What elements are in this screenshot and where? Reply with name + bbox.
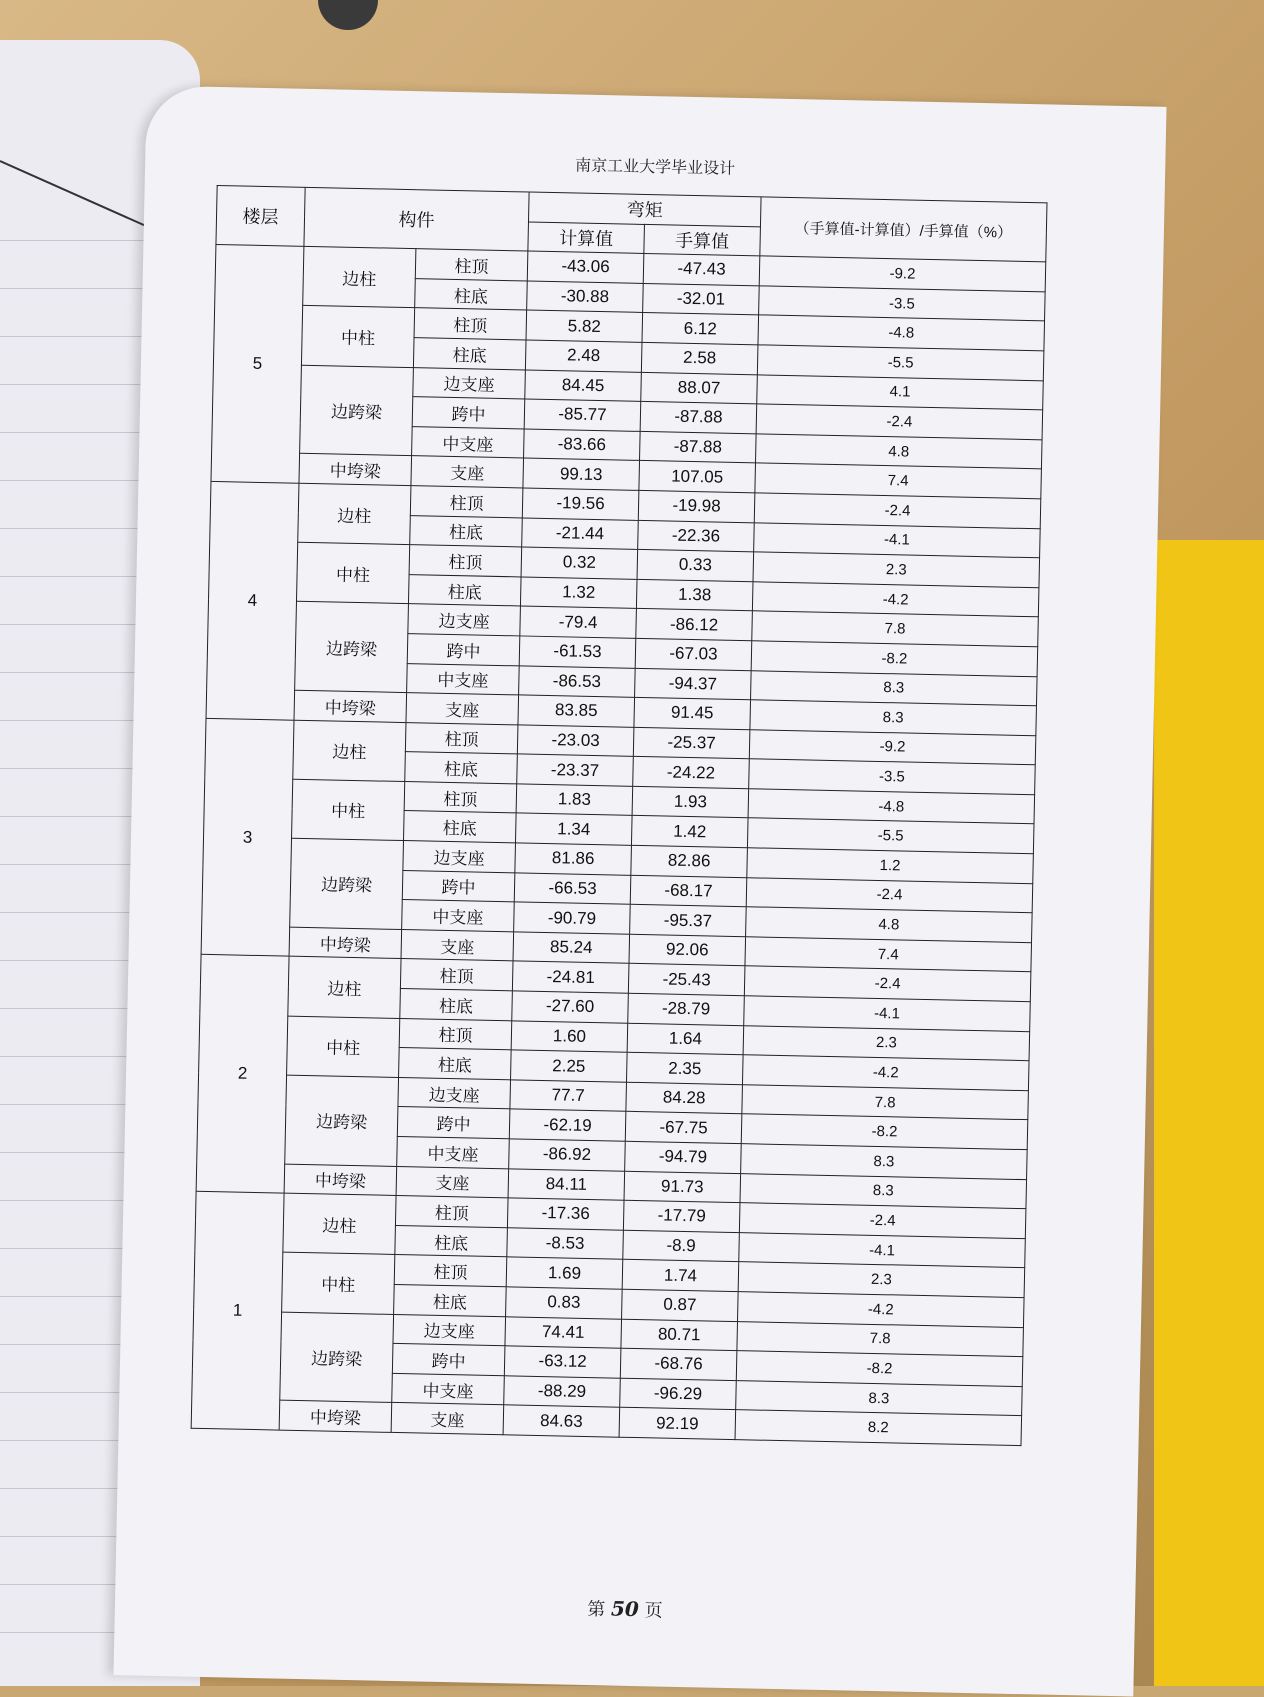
position-cell: 支座 (406, 693, 519, 725)
left-page-rule-line (0, 336, 160, 337)
member-cell: 边柱 (298, 483, 411, 545)
left-page-rule-line (0, 240, 160, 241)
floor-cell: 4 (206, 481, 299, 720)
computed-value-cell: 5.82 (526, 310, 643, 342)
manual-value-cell: -86.12 (636, 609, 753, 641)
manual-value-cell: 1.38 (636, 579, 753, 611)
position-cell: 柱底 (410, 515, 523, 547)
manual-value-cell: 2.35 (626, 1052, 743, 1084)
manual-value-cell: 6.12 (642, 313, 759, 345)
diff-percent-cell: -8.2 (741, 1114, 1028, 1150)
left-page-rule-line (0, 480, 160, 481)
position-cell: 柱顶 (400, 959, 513, 991)
manual-value-cell: 1.93 (632, 786, 749, 818)
header-moment: 弯矩 (528, 192, 761, 226)
manual-value-cell: -68.17 (630, 875, 747, 907)
position-cell: 支座 (401, 929, 514, 961)
position-cell: 中支座 (392, 1373, 505, 1405)
diff-percent-cell: 8.3 (740, 1173, 1027, 1209)
computed-value-cell: -85.77 (524, 399, 641, 431)
computed-value-cell: 0.83 (506, 1287, 623, 1319)
computed-value-cell: 1.60 (511, 1020, 628, 1052)
diff-percent-cell: -8.2 (751, 641, 1038, 677)
manual-value-cell: -94.37 (635, 668, 752, 700)
computed-value-cell: 0.32 (521, 547, 638, 579)
manual-value-cell: 2.58 (641, 342, 758, 374)
computed-value-cell: 77.7 (510, 1080, 627, 1112)
manual-value-cell: 1.74 (622, 1260, 739, 1292)
position-cell: 柱底 (404, 811, 517, 843)
manual-value-cell: -67.03 (635, 638, 752, 670)
manual-value-cell: -94.79 (625, 1141, 742, 1173)
member-cell: 边跨梁 (295, 602, 409, 693)
manual-value-cell: -17.79 (623, 1200, 740, 1232)
floor-cell: 1 (191, 1191, 284, 1430)
diff-percent-cell: 7.8 (742, 1085, 1029, 1121)
computed-value-cell: -79.4 (520, 606, 637, 638)
manual-value-cell: -28.79 (628, 993, 745, 1025)
computed-value-cell: 84.11 (508, 1168, 625, 1200)
manual-value-cell: 0.87 (622, 1289, 739, 1321)
member-cell: 中垮梁 (299, 454, 412, 486)
computed-value-cell: -83.66 (524, 429, 641, 461)
position-cell: 跨中 (412, 397, 525, 429)
diff-percent-cell: 8.3 (741, 1144, 1028, 1180)
member-cell: 中柱 (282, 1252, 395, 1314)
position-cell: 支座 (391, 1403, 504, 1435)
manual-value-cell: -22.36 (638, 520, 755, 552)
computed-value-cell: -8.53 (507, 1228, 624, 1260)
moment-comparison-table (191, 185, 1048, 1446)
position-cell: 柱顶 (409, 545, 522, 577)
computed-value-cell: -27.60 (512, 991, 629, 1023)
position-cell: 柱顶 (394, 1255, 507, 1287)
computed-value-cell: 1.32 (520, 577, 637, 609)
computed-value-cell: 74.41 (505, 1316, 622, 1348)
footer-prefix: 第 (587, 1599, 606, 1621)
yellow-folder (1154, 540, 1264, 1686)
manual-value-cell: 1.42 (631, 816, 748, 848)
position-cell: 柱底 (395, 1225, 508, 1257)
diff-percent-cell: 4.8 (746, 907, 1033, 943)
position-cell: 柱底 (400, 989, 513, 1021)
header-computed: 计算值 (528, 222, 645, 254)
diff-percent-cell: -2.4 (744, 966, 1031, 1002)
position-cell: 跨中 (397, 1107, 510, 1139)
position-cell: 边支座 (403, 841, 516, 873)
manual-value-cell: -47.43 (643, 254, 760, 286)
manual-value-cell: -19.98 (638, 490, 755, 522)
header-manual: 手算值 (644, 224, 761, 256)
table-body (191, 245, 1046, 1446)
manual-value-cell: -87.88 (640, 431, 757, 463)
computed-value-cell: 1.83 (516, 784, 633, 816)
diff-percent-cell: -4.8 (748, 789, 1035, 825)
computed-value-cell: 81.86 (515, 843, 632, 875)
member-cell: 中垮梁 (294, 690, 407, 722)
member-cell: 中柱 (301, 306, 414, 368)
diff-percent-cell: 4.8 (755, 434, 1042, 470)
manual-value-cell: -67.75 (625, 1112, 742, 1144)
computed-value-cell: -88.29 (504, 1376, 621, 1408)
position-cell: 柱顶 (410, 486, 523, 518)
position-cell: 柱顶 (414, 308, 527, 340)
member-cell: 边跨梁 (300, 365, 414, 456)
position-cell: 中支座 (407, 663, 520, 695)
manual-value-cell: 91.73 (624, 1171, 741, 1203)
position-cell: 柱底 (394, 1284, 507, 1316)
position-cell: 柱底 (415, 278, 528, 310)
header-diff: （手算值-计算值）/手算值（%） (760, 197, 1047, 262)
manual-value-cell: 92.19 (619, 1408, 736, 1440)
diff-percent-cell: -3.5 (749, 759, 1036, 795)
position-cell: 边支座 (398, 1077, 511, 1109)
manual-value-cell: 80.71 (621, 1319, 738, 1351)
page-header: 南京工业大学毕业设计 (574, 155, 736, 178)
page-footer (115, 1585, 1135, 1632)
position-cell: 柱底 (408, 574, 521, 606)
member-cell: 边跨梁 (285, 1075, 399, 1166)
diff-percent-cell: -4.2 (738, 1292, 1025, 1328)
left-page-pen-line (0, 160, 156, 231)
diff-percent-cell: -9.2 (749, 729, 1036, 765)
computed-value-cell: 84.45 (525, 370, 642, 402)
diff-percent-cell: 8.2 (735, 1410, 1022, 1446)
computed-value-cell: -17.36 (507, 1198, 624, 1230)
diff-percent-cell: -2.4 (754, 493, 1041, 529)
computed-value-cell: -30.88 (527, 281, 644, 313)
manual-value-cell: 92.06 (629, 934, 746, 966)
page-number: 50 (610, 1596, 640, 1622)
position-cell: 柱顶 (405, 722, 518, 754)
header-member: 构件 (304, 187, 529, 251)
diff-percent-cell: 8.3 (751, 670, 1038, 706)
diff-percent-cell: -4.1 (739, 1232, 1026, 1268)
diff-percent-cell: 2.3 (738, 1262, 1025, 1298)
member-cell: 边跨梁 (290, 838, 404, 929)
manual-value-cell: 91.45 (634, 697, 751, 729)
position-cell: 中支座 (397, 1136, 510, 1168)
diff-percent-cell: -2.4 (756, 404, 1043, 440)
position-cell: 支座 (411, 456, 524, 488)
member-cell: 中柱 (287, 1016, 400, 1078)
computed-value-cell: -61.53 (519, 636, 636, 668)
computed-value-cell: -66.53 (514, 873, 631, 905)
diff-percent-cell: 4.1 (757, 374, 1044, 410)
position-cell: 柱顶 (395, 1196, 508, 1228)
computed-value-cell: -90.79 (514, 902, 631, 934)
position-cell: 跨中 (407, 633, 520, 665)
member-cell: 边柱 (283, 1193, 396, 1255)
manual-value-cell: 107.05 (639, 461, 756, 493)
manual-value-cell: -24.22 (633, 757, 750, 789)
diff-percent-cell: -2.4 (739, 1203, 1026, 1239)
diff-percent-cell: -2.4 (746, 877, 1033, 913)
manual-value-cell: -8.9 (623, 1230, 740, 1262)
diff-percent-cell: -4.1 (744, 996, 1031, 1032)
position-cell: 支座 (396, 1166, 509, 1198)
member-cell: 边柱 (288, 957, 401, 1019)
position-cell: 跨中 (392, 1344, 505, 1376)
diff-percent-cell: -4.2 (742, 1055, 1029, 1091)
computed-value-cell: -24.81 (512, 961, 629, 993)
position-cell: 边支座 (408, 604, 521, 636)
position-cell: 中支座 (402, 900, 515, 932)
manual-value-cell: -25.43 (628, 964, 745, 996)
position-cell: 柱顶 (404, 781, 517, 813)
manual-value-cell: -68.76 (620, 1348, 737, 1380)
computed-value-cell: 2.25 (511, 1050, 628, 1082)
diff-percent-cell: -8.2 (736, 1351, 1023, 1387)
diff-percent-cell: 7.4 (755, 463, 1042, 499)
diff-percent-cell: -4.8 (758, 315, 1045, 351)
left-page-rule-line (0, 288, 160, 289)
position-cell: 跨中 (402, 870, 515, 902)
header-floor: 楼层 (216, 185, 305, 246)
manual-value-cell: 0.33 (637, 550, 754, 582)
manual-value-cell: 82.86 (631, 845, 748, 877)
computed-value-cell: 2.48 (525, 340, 642, 372)
computed-value-cell: -63.12 (504, 1346, 621, 1378)
left-page-rule-line (0, 528, 160, 529)
computed-value-cell: -86.92 (509, 1139, 626, 1171)
computed-value-cell: -23.37 (517, 754, 634, 786)
manual-value-cell: -95.37 (630, 905, 747, 937)
diff-percent-cell: 2.3 (753, 552, 1040, 588)
computed-value-cell: 85.24 (513, 932, 630, 964)
diff-percent-cell: -3.5 (759, 286, 1046, 322)
left-page-rule-line (0, 432, 160, 433)
moment-comparison-table-wrap (191, 185, 1047, 1446)
diff-percent-cell: 1.2 (747, 848, 1034, 884)
diff-percent-cell: -5.5 (757, 345, 1044, 381)
floor-cell: 2 (196, 955, 289, 1194)
document-page (113, 85, 1166, 1696)
member-cell: 边跨梁 (280, 1312, 394, 1403)
computed-value-cell: 1.69 (506, 1257, 623, 1289)
diff-percent-cell: -4.2 (752, 582, 1039, 618)
computed-value-cell: -19.56 (522, 488, 639, 520)
diff-percent-cell: 8.3 (736, 1380, 1023, 1416)
computed-value-cell: -43.06 (527, 251, 644, 283)
computed-value-cell: 99.13 (523, 458, 640, 490)
diff-percent-cell: 7.4 (745, 937, 1032, 973)
position-cell: 边支座 (413, 367, 526, 399)
diff-percent-cell: -9.2 (759, 256, 1046, 292)
manual-value-cell: -32.01 (643, 283, 760, 315)
diff-percent-cell: -4.1 (754, 522, 1041, 558)
manual-value-cell: 88.07 (641, 372, 758, 404)
position-cell: 柱底 (405, 752, 518, 784)
manual-value-cell: 84.28 (626, 1082, 743, 1114)
diff-percent-cell: 8.3 (750, 700, 1037, 736)
diff-percent-cell: -5.5 (747, 818, 1034, 854)
left-page-rule-line (0, 384, 160, 385)
position-cell: 柱底 (399, 1048, 512, 1080)
member-cell: 中垮梁 (279, 1400, 392, 1432)
manual-value-cell: -96.29 (620, 1378, 737, 1410)
member-cell: 中垮梁 (289, 927, 402, 959)
computed-value-cell: 1.34 (515, 813, 632, 845)
position-cell: 边支座 (393, 1314, 506, 1346)
manual-value-cell: -87.88 (640, 402, 757, 434)
computed-value-cell: 84.63 (503, 1405, 620, 1437)
member-cell: 边柱 (293, 720, 406, 782)
manual-value-cell: -25.37 (633, 727, 750, 759)
computed-value-cell: -86.53 (519, 665, 636, 697)
diff-percent-cell: 7.8 (737, 1321, 1024, 1357)
member-cell: 边柱 (303, 247, 416, 309)
member-cell: 中垮梁 (284, 1164, 397, 1196)
computed-value-cell: -62.19 (509, 1109, 626, 1141)
computed-value-cell: -21.44 (522, 517, 639, 549)
member-cell: 中柱 (292, 779, 405, 841)
floor-cell: 3 (201, 718, 294, 957)
position-cell: 柱顶 (415, 249, 528, 281)
diff-percent-cell: 2.3 (743, 1025, 1030, 1061)
diff-percent-cell: 7.8 (752, 611, 1039, 647)
member-cell: 中柱 (296, 542, 409, 604)
footer-suffix: 页 (644, 1600, 663, 1622)
position-cell: 中支座 (412, 426, 525, 458)
computed-value-cell: -23.03 (517, 725, 634, 757)
computed-value-cell: 83.85 (518, 695, 635, 727)
manual-value-cell: 1.64 (627, 1023, 744, 1055)
position-cell: 柱底 (413, 338, 526, 370)
position-cell: 柱顶 (399, 1018, 512, 1050)
floor-cell: 5 (211, 245, 304, 484)
